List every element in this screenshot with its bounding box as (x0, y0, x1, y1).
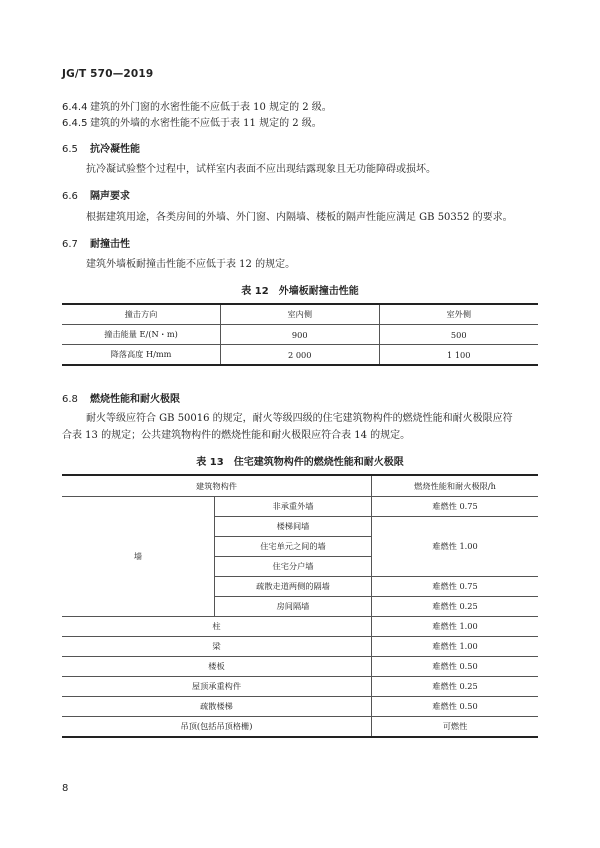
clause-6-4-5 (62, 117, 322, 131)
table-row (62, 617, 538, 637)
table-cell: 吊顶(包括吊顶格栅) (62, 717, 372, 738)
table-cell: 难燃性 0.25 (372, 597, 539, 617)
table-header-cell: 燃烧性能和耐火极限/h (372, 475, 539, 497)
table-13 (62, 474, 538, 738)
section-title: 隔声要求 (90, 191, 130, 202)
table-header-row (62, 475, 538, 497)
table-row (62, 677, 538, 697)
section-6-7-heading (62, 235, 130, 250)
section-number: 6.6 (62, 191, 78, 202)
clause-number: 6.4.4 (62, 102, 88, 113)
page-number: 8 (62, 783, 69, 794)
table-cell: 柱 (62, 617, 372, 637)
table-header-cell: 建筑物构件 (62, 475, 372, 497)
table-cell: 楼梯间墙 (215, 517, 372, 537)
table-cell: 降落高度 H/mm (62, 345, 221, 366)
section-6-6-heading (62, 187, 130, 202)
table-row (62, 657, 538, 677)
table-row (62, 697, 538, 717)
table-cell: 难燃性 1.00 (372, 637, 539, 657)
table-cell: 可燃性 (372, 717, 539, 738)
table-row (62, 637, 538, 657)
section-6-8-body-line-1: 耐火等级应符合 GB 50016 的规定，耐火等级四级的住宅建筑物构件的燃烧性能和耐火极限应符 (86, 413, 513, 424)
table-cell: 难燃性 0.50 (372, 657, 539, 677)
table-cell: 1 100 (379, 345, 538, 366)
table-cell: 难燃性 0.75 (372, 577, 539, 597)
section-number: 6.5 (62, 144, 78, 155)
table-cell: 500 (379, 325, 538, 345)
table-cell: 疏散楼梯 (62, 697, 372, 717)
section-6-5-body: 抗冷凝试验整个过程中，试样室内表面不应出现结露现象且无功能障碍或损坏。 (86, 164, 436, 175)
table-12-caption: 表 12 外墙板耐撞击性能 (241, 286, 359, 297)
clause-number: 6.4.5 (62, 118, 88, 129)
table-cell: 难燃性 1.00 (372, 617, 539, 637)
table-cell: 900 (221, 325, 380, 345)
clause-6-4-4 (62, 101, 332, 115)
table-cell: 房间隔墙 (215, 597, 372, 617)
table-cell: 住宅分户墙 (215, 557, 372, 577)
section-6-8-body-line-2: 合表 13 的规定；公共建筑物构件的燃烧性能和耐火极限应符合表 14 的规定。 (62, 430, 411, 441)
table-12 (62, 303, 538, 366)
section-title: 燃烧性能和耐火极限 (90, 394, 180, 405)
table-header-cell: 室外侧 (379, 304, 538, 325)
section-6-6-body: 根据建筑用途，各类房间的外墙、外门窗、内隔墙、楼板的隔声性能应满足 GB 50352 的要求。 (86, 212, 513, 223)
clause-text: 建筑的外门窗的水密性能不应低于表 10 规定的 2 级。 (90, 102, 332, 113)
table-cell: 2 000 (221, 345, 380, 366)
table-cell: 难燃性 1.00 (372, 517, 539, 577)
section-title: 耐撞击性 (90, 239, 130, 250)
wall-category-cell: 墙 (62, 497, 215, 617)
table-row (62, 717, 538, 738)
section-6-8-heading (62, 390, 180, 405)
table-header-cell: 撞击方向 (62, 304, 221, 325)
clause-text: 建筑的外墙的水密性能不应低于表 11 规定的 2 级。 (90, 118, 322, 129)
standard-code-header: JG/T 570—2019 (62, 68, 154, 80)
table-cell: 梁 (62, 637, 372, 657)
section-6-5-heading (62, 140, 140, 155)
table-cell: 难燃性 0.50 (372, 697, 539, 717)
table-cell: 疏散走道两侧的隔墙 (215, 577, 372, 597)
table-cell: 住宅单元之间的墙 (215, 537, 372, 557)
table-cell: 难燃性 0.25 (372, 677, 539, 697)
table-header-cell: 室内侧 (221, 304, 380, 325)
table-cell: 屋顶承重构件 (62, 677, 372, 697)
table-header-row (62, 304, 538, 325)
table-row (62, 345, 538, 366)
table-cell: 楼板 (62, 657, 372, 677)
section-6-7-body: 建筑外墙板耐撞击性能不应低于表 12 的规定。 (86, 259, 296, 270)
section-number: 6.8 (62, 394, 78, 405)
table-row (62, 325, 538, 345)
section-number: 6.7 (62, 239, 78, 250)
table-cell: 撞击能量 E/(N・m) (62, 325, 221, 345)
table-row (62, 497, 538, 517)
table-13-caption: 表 13 住宅建筑物构件的燃烧性能和耐火极限 (196, 457, 404, 468)
section-title: 抗冷凝性能 (90, 144, 140, 155)
table-cell: 难燃性 0.75 (372, 497, 539, 517)
table-cell: 非承重外墙 (215, 497, 372, 517)
